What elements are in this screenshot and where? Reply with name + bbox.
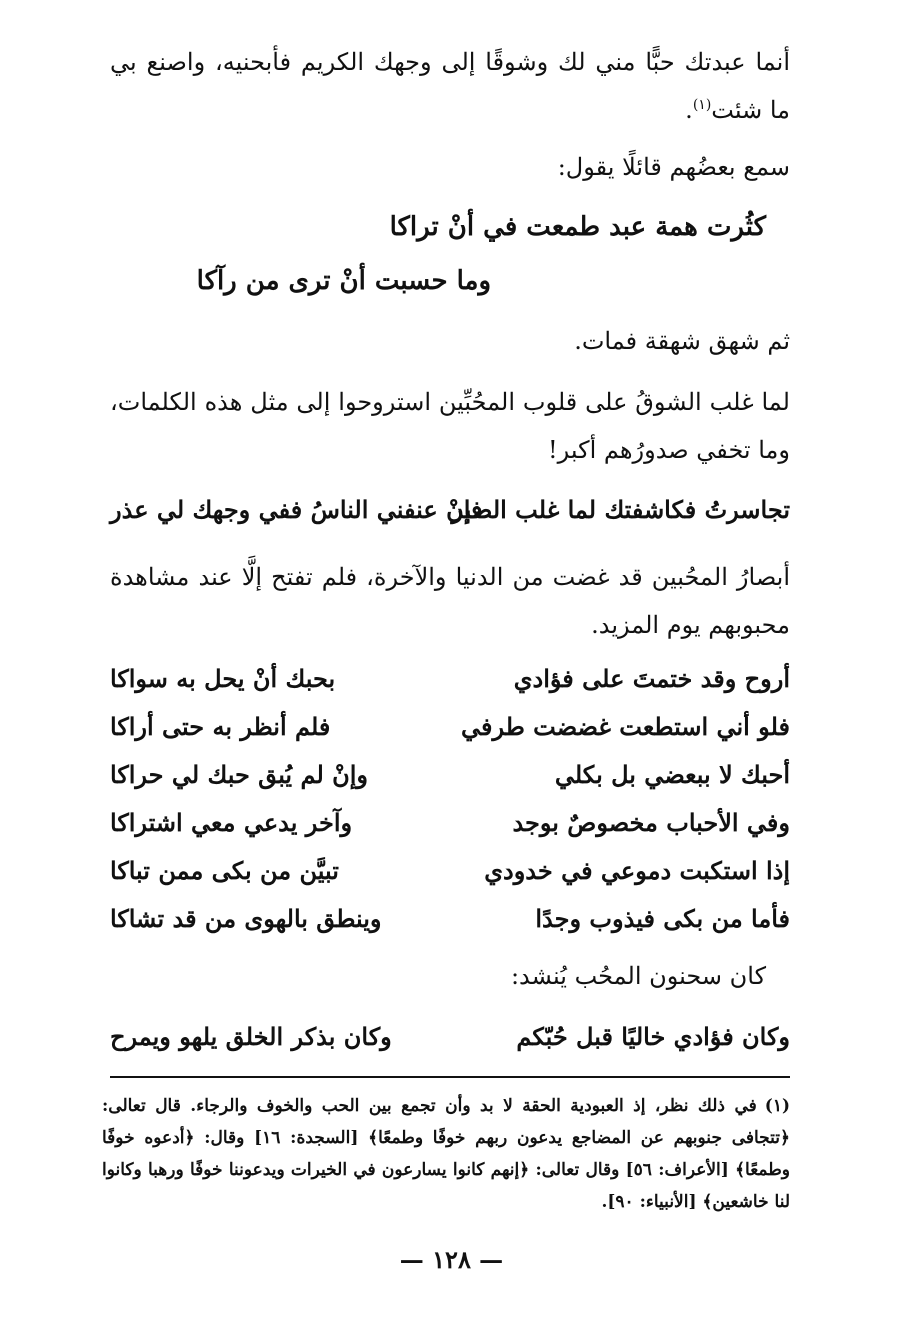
- poem-hemistich-2: بحبك أنْ يحل به سواكا: [110, 664, 336, 693]
- footnote-number: (١): [764, 1096, 790, 1116]
- poem-hemistich-1: فلو أني استطعت غضضت طرفي: [460, 712, 790, 741]
- verse-3-hemistich-1: وكان فؤادي خاليًا قبل حُبّكم: [516, 1022, 790, 1051]
- verse-3: [110, 1022, 790, 1066]
- footnote-divider: [110, 1076, 790, 1078]
- paragraph-2: سمع بعضُهم قائلًا يقول:: [557, 153, 790, 181]
- verse-2-hemistich-2: فإنْ عنفني الناسُ ففي وجهك لي عذر: [110, 495, 483, 524]
- poem-hemistich-1: وفي الأحباب مخصوصٌ بوجد: [512, 808, 790, 837]
- poem-hemistich-2: فلم أنظر به حتى أراكا: [110, 712, 331, 741]
- footnote-text: في ذلك نظر، إذ العبودية الحقة لا بد وأن تجمع بين الحب والخوف والرجاء. قال تعالى: ﴿تتجافى جنوبهم عن المضاجع يدعون ربهم خوفًا وطمعًا﴾ [السجدة: ١٦] وقال: ﴿أدعوه خوفًا وطمعًا﴾ [الأعراف: ٥٦] وقال تعالى: ﴿إنهم كانوا يسارعون في الخيرات ويدعوننا خوفًا ورهبا وكانوا لنا خاشعين﴾ [الأنبياء: ٩٠].: [102, 1096, 790, 1212]
- verse-2: [110, 495, 790, 539]
- poem-hemistich-2: تبيَّن من بكى ممن تباكا: [110, 856, 339, 885]
- paragraph-6: كان سحنون المحُب يُنشد:: [510, 962, 766, 990]
- poem-hemistich-1: أحبك لا ببعضي بل بكلي: [554, 760, 790, 789]
- poem-couplet: [110, 904, 790, 948]
- verse-3-hemistich-2: وكان بذكر الخلق يلهو ويمرح: [110, 1022, 392, 1051]
- paragraph-1: [110, 38, 790, 134]
- poem-couplet: [110, 760, 790, 804]
- poem-hemistich-2: وإنْ لم يُبق حبك لي حراكا: [110, 760, 368, 789]
- poem-couplet: [110, 664, 790, 708]
- paragraph-5: أبصارُ المحُبين قد غضت من الدنيا والآخرة، فلم تفتح إلَّا عند مشاهدة محبوبهم يوم المزيد.: [110, 563, 790, 639]
- verse-1-line-1: كثُرت همة عبد طمعت في أنْ تراكا: [389, 212, 766, 242]
- paragraph-3: ثم شهق شهقة فمات.: [574, 327, 790, 355]
- footnote-marker: (١): [692, 97, 712, 113]
- poem-hemistich-1: إذا استكبت دموعي في خدودي: [484, 856, 790, 885]
- poem-couplet: [110, 808, 790, 852]
- poem-hemistich-1: أروح وقد ختمتَ على فؤادي: [513, 664, 790, 693]
- poem-couplet: [110, 712, 790, 756]
- page-number: — ١٢٨ —: [399, 1245, 504, 1274]
- poem-hemistich-2: وآخر يدعي معي اشتراكا: [110, 808, 353, 837]
- paragraph-1-end: .: [685, 96, 693, 124]
- poem-couplet: [110, 856, 790, 900]
- paragraph-1-text: أنما عبدتك حبًّا مني لك وشوقًا إلى وجهك الكريم فأبحنيه، واصنع بي ما شئت: [110, 48, 790, 124]
- verse-1-line-2: وما حسبت أنْ ترى من رآكا: [196, 266, 491, 296]
- poem-hemistich-1: فأما من بكى فيذوب وجدًا: [535, 904, 790, 933]
- paragraph-4: لما غلب الشوقُ على قلوب المحُبِّين استروحوا إلى مثل هذه الكلمات، وما تخفي صدورُهم أكبر!: [110, 388, 790, 464]
- verse-2-hemistich-1: تجاسرتُ فكاشفتك لما غلب الصبر: [451, 495, 790, 524]
- footnote: [102, 1090, 790, 1218]
- poem-hemistich-2: وينطق بالهوى من قد تشاكا: [110, 904, 382, 933]
